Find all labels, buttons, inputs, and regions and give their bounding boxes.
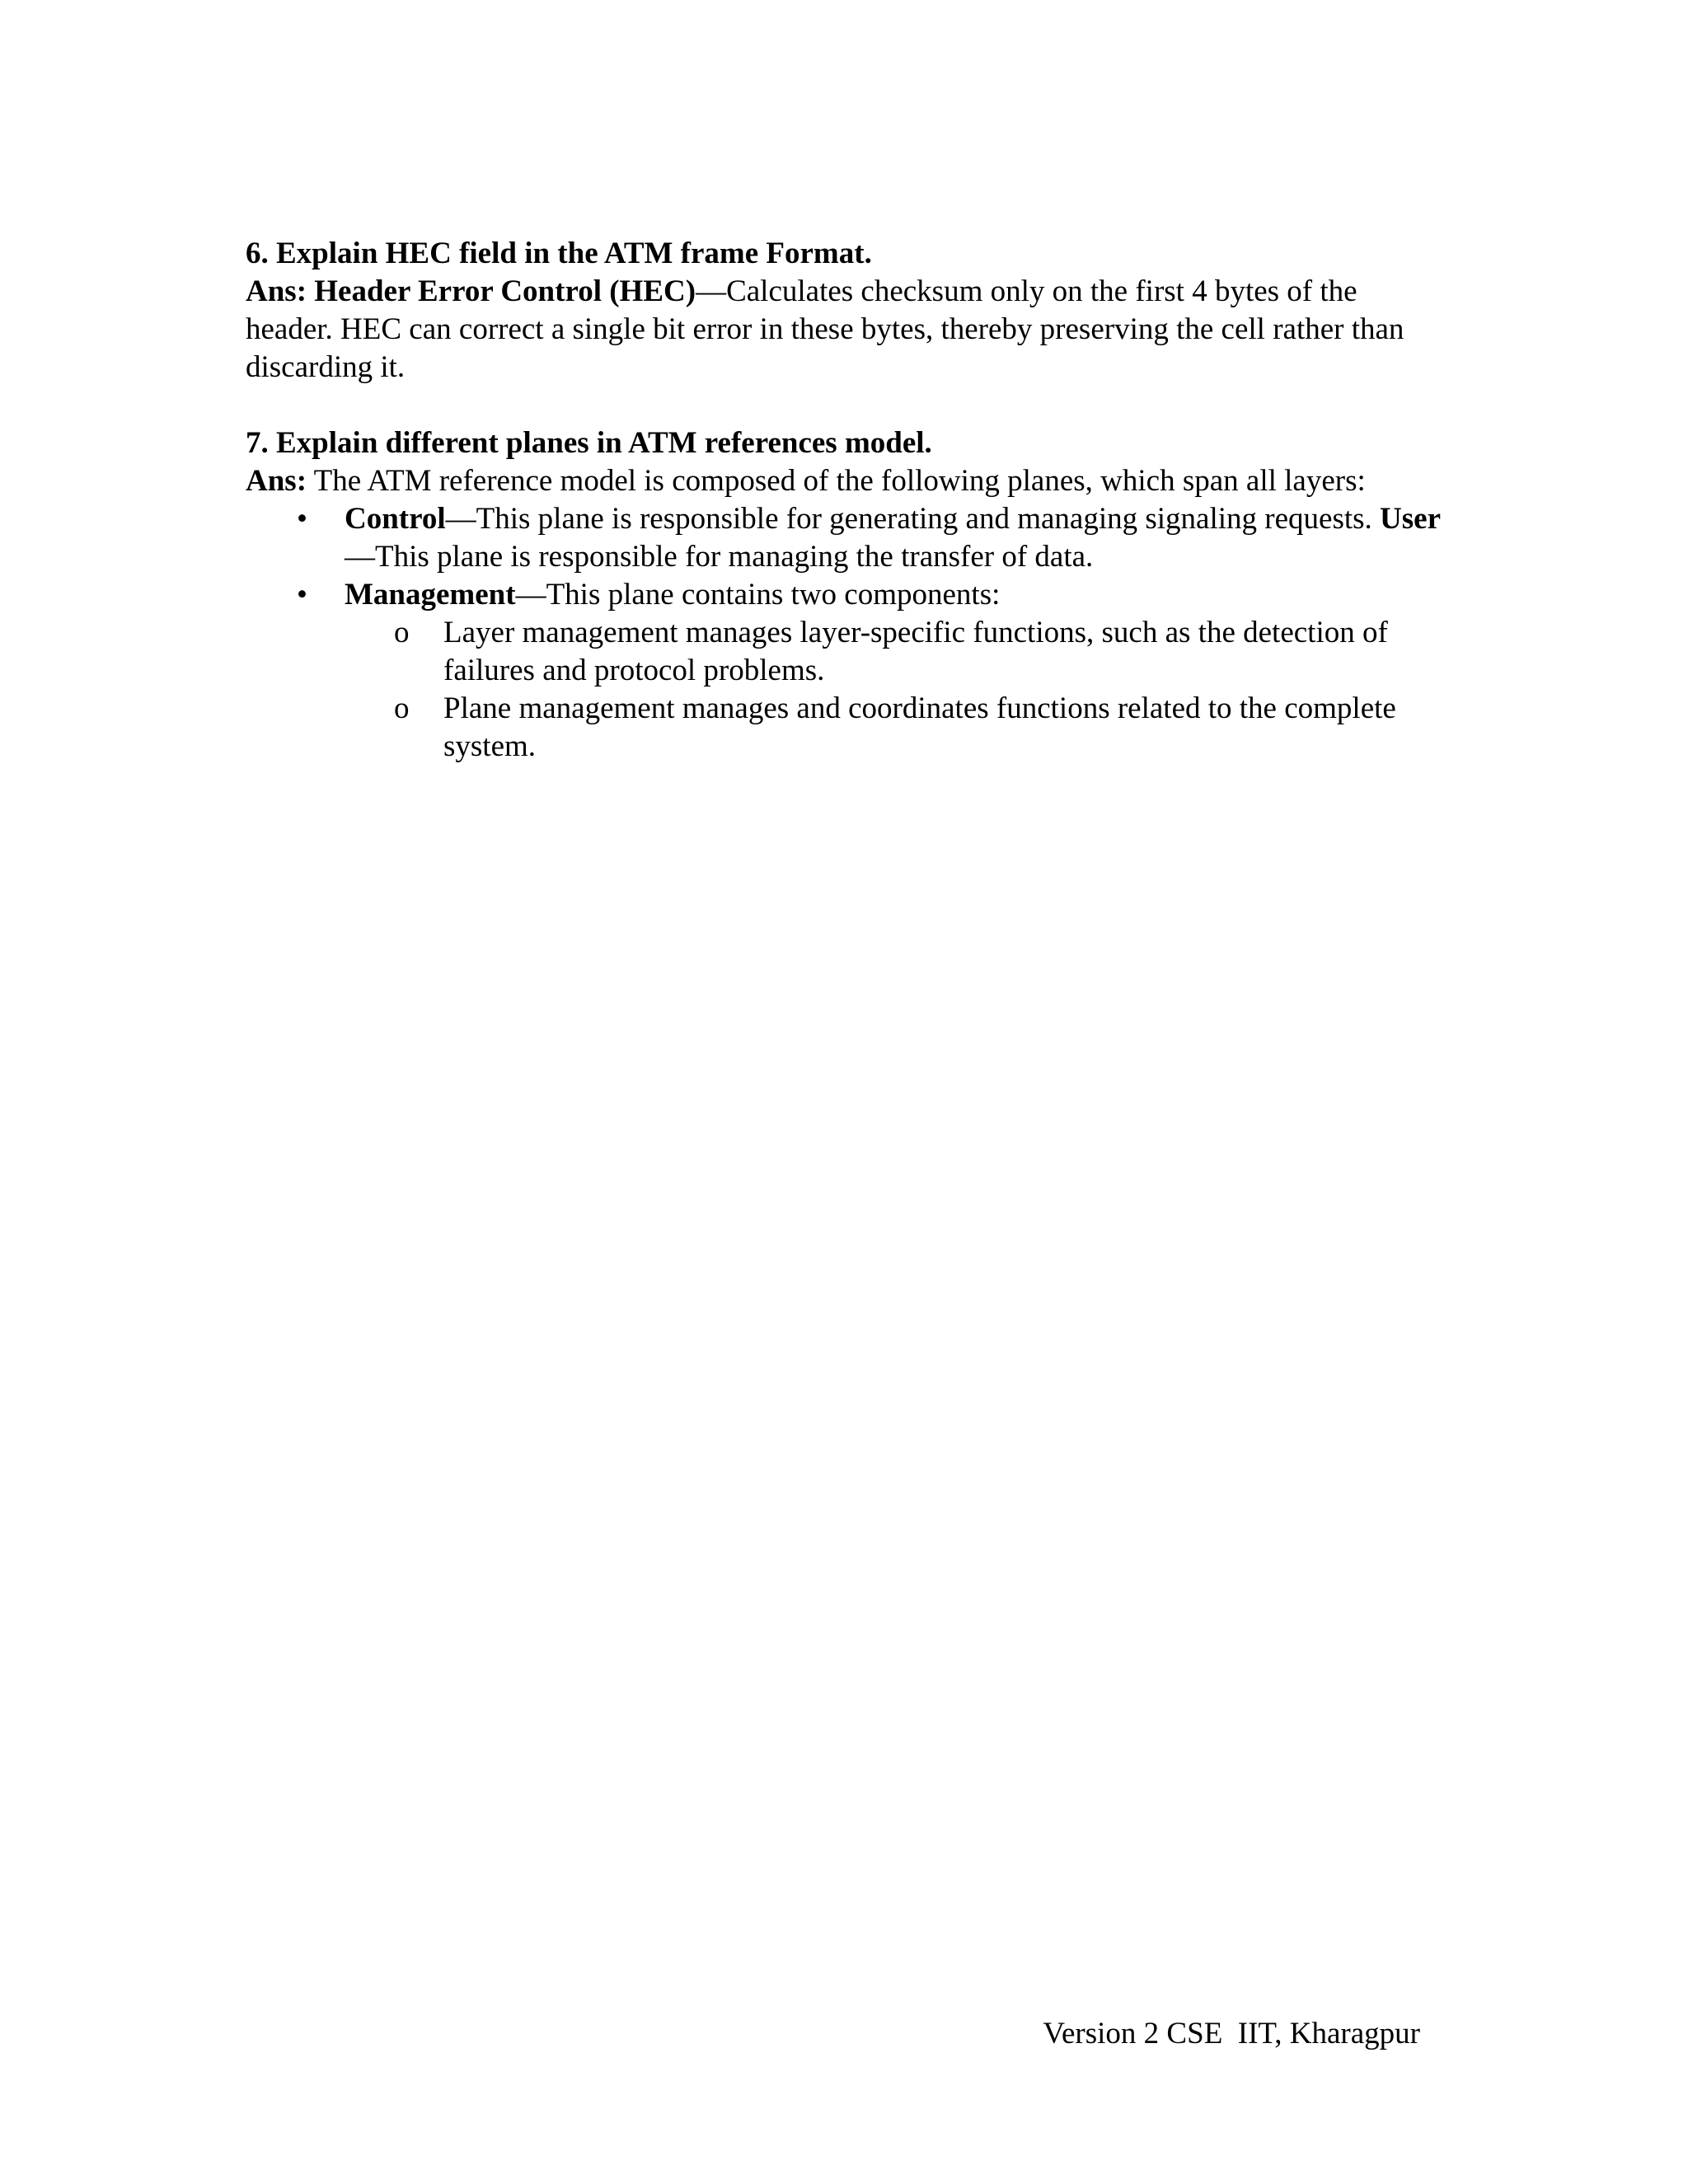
- management-components-list: [345, 614, 1441, 766]
- plane-management-text: Plane management manages and coordinates functions related to the complete system.: [443, 691, 1396, 763]
- planes-list: [246, 500, 1441, 766]
- circle-bullet-icon: o: [394, 616, 410, 649]
- page-footer: Version 2 CSE IIT, Kharagpur: [1043, 2017, 1420, 2050]
- list-item-management: [246, 576, 1441, 766]
- question-7-heading: 7. Explain different planes in ATM references model.: [246, 426, 932, 460]
- circle-bullet-icon: o: [394, 691, 410, 725]
- term-control: Control: [345, 502, 446, 536]
- term-user: User: [1380, 502, 1442, 536]
- bullet-icon: •: [297, 578, 307, 612]
- answer-6-label: Ans: Header Error Control (HEC): [246, 274, 696, 308]
- answer-6-text: —Calculates checksum only on the first 4 bytes of the header. HEC can correct a single bit error in these bytes, thereby preserving the cell rather than discarding it.: [246, 274, 1404, 384]
- paragraph-gap: [246, 387, 1441, 424]
- term-management: Management: [345, 578, 516, 612]
- question-7-answer: [246, 462, 1441, 500]
- answer-7-text: The ATM reference model is composed of the following planes, which span all layers:: [307, 464, 1366, 498]
- question-6-heading: 6. Explain HEC field in the ATM frame Format.: [246, 237, 872, 270]
- document-body: [246, 235, 1441, 766]
- sub-item-layer-management: [345, 614, 1441, 690]
- bullet-icon: •: [297, 502, 307, 536]
- answer-7-label: Ans:: [246, 464, 307, 498]
- sub-item-plane-management: [345, 690, 1441, 766]
- control-description: —This plane is responsible for generating and managing signaling requests.: [445, 502, 1381, 536]
- user-description: —This plane is responsible for managing the transfer of data.: [345, 540, 1094, 574]
- list-item-control-user: [246, 500, 1441, 576]
- question-6-answer: [246, 273, 1441, 387]
- layer-management-text: Layer management manages layer-specific functions, such as the detection of failures and protocol problems.: [443, 616, 1388, 687]
- management-description: —This plane contains two components:: [515, 578, 1001, 612]
